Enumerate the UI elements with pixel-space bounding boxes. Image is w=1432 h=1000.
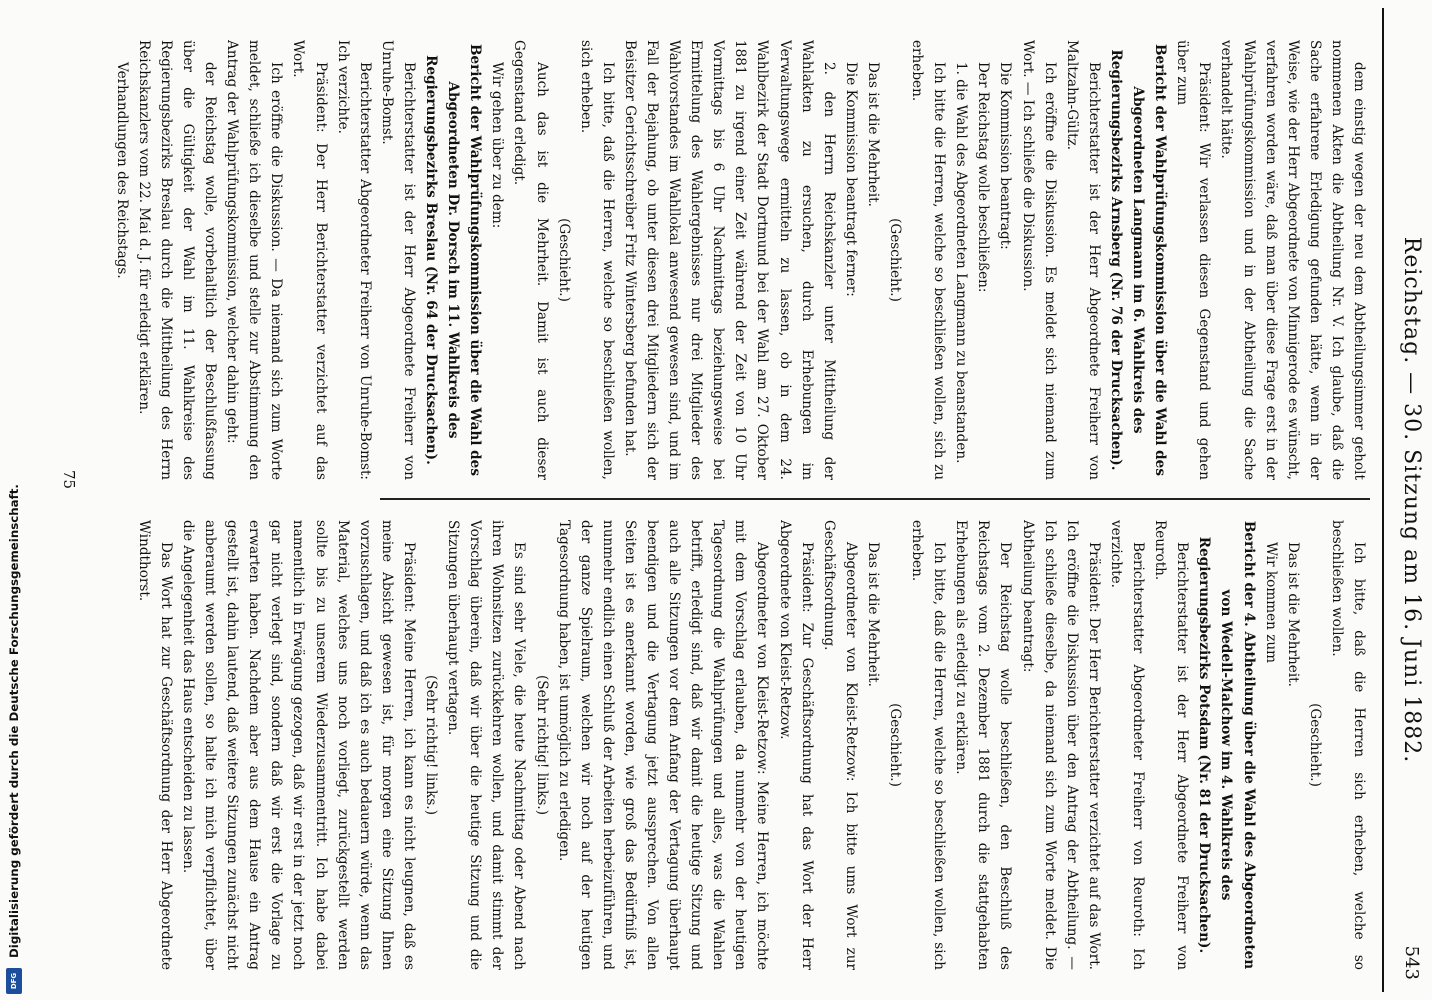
paragraph: 1. die Wahl des Abgeordneten Langmann zu beanstanden. [953,62,970,464]
paragraph: Ich bitte die Herren, welche so beschließen wollen, sich zu erheben. [909,40,948,480]
paragraph: Berichterstatter ist der Herr Abgeordnete Freiherr von Reuroth. [1152,520,1191,970]
paragraph: Präsident: Der Herr Berichterstatter verzichtet auf das Wort. [290,40,329,480]
signature-mark: 75 [60,470,78,490]
paragraph: Bericht der Wahlprüfungskommission über die Wahl des Abgeordneten Dr. Dorsch im 11. Wahlkreis des Regierungsbezirks Breslau (Nr. 64 der Drucksachen). [423,44,484,476]
paragraph: Es sind sehr Viele, die heute Nachmittag oder Abend nach ihren Wohnsitzen zurückkehren wollen, und damit stimmt der Vorschlag überein, daß wir über die heutige Sitzung und die Sitzungen überhaupt vertagen. [445,520,528,970]
paragraph: Das ist die Mehrheit. [864,542,881,687]
paragraph: Das ist die Mehrheit. [1284,542,1301,687]
paragraph: Präsident: Wir verlassen diesen Gegenstand und gehen über zum [1174,40,1213,480]
page-header [1372,0,1432,1000]
running-title: Reichstag. — 30. Sitzung am 16. Juni 1882. [1399,236,1424,764]
paragraph: Verhandlungen des Reichstags. [113,62,130,279]
paragraph: Das Wort hat zur Geschäftsordnung der Herr Abgeordnete Windthorst. [135,520,174,970]
paragraph: Abgeordneter von Kleist-Retzow: Meine Herren, ich möchte mit dem Vorschlag erlauben, da nunmehr von der heutigen Tagesordnung die Wahlprüfungen und alles, was die Wahlen betrifft, erledigt sind, daß wir damit die heutige Sitzung und auch alle Sitzungen vor dem Anfang der Vertagung überhaupt beendigen und die Vertagung jetzt aussprechen. Von allen Seiten ist es anerkannt worden, wie groß das Bedürfniß ist, nunmehr endlich einen Schluß der Arbeiten herbeizuführen, und der ganze Spielraum, welchen wir noch auf der heutigen Tagesordnung haben, ist unmöglich zu erledigen. [555,520,771,970]
paragraph: Bericht der Wahlprüfungskommission über die Wahl des Abgeordneten Langmann im 6. Wahlkreis des Regierungsbezirks Arnsberg (Nr. 76 der Drucksachen). [1107,44,1169,476]
paragraph: (Geschieht.) [1306,703,1323,787]
paragraph: (Sehr richtig! links.) [533,674,550,816]
paragraph: Präsident: Meine Herren, ich kann es nicht leugnen, daß es meine Absicht gewesen ist, für morgen eine Sitzung Ihnen vorzuschlagen, und daß ich es auch bedauern würde, wenn das Material, welches uns noch vorliegt, zurückgestellt werden sollte bis zu unserem Wiederzusammentritt. Ich habe dabei namentlich in Erwägung gezogen, daß wir erst in der jetzt noch gar nicht verlegt sind, sondern daß wir erst die Vorlage zu erwarten haben. Nachdem aber aus dem Hause ein Antrag gestellt ist, dahin lautend, daß weitere Sitzungen zunächst nicht anberaumt werden sollen, so halte ich mich verpflichtet, über die Angelegenheit das Haus entscheiden zu lassen. [180,520,417,970]
paragraph: 2. den Herrn Reichskanzler unter Mittheilung der Wahlakten zu ersuchen, durch Erhebungen im Verwaltungswege ermitteln zu lassen, ob in dem 24. Wahlbezirk der Stadt Dortmund bei der Wahl am 27. Oktober 1881 zu irgend einer Zeit während der Zeit von 10 Uhr Vormittags bis 6 Uhr Nachmittags beziehungsweise bei Ermittelung des Wahlergebnisses nur drei Mitglieder des Wahlvorstandes im Wahllokal anwesend gewesen sind, und im Fall der Bejahung, ob unter diesen drei Mitgliedern sich der Beisitzer Gerichtsschreiber Fritz Wintersberg befunden hat. [621,40,837,480]
paragraph: (Geschieht.) [555,218,572,302]
text-column-right [90,520,1370,970]
page-number: 543 [1401,945,1422,980]
paragraph: Wir kommen zum [1262,542,1279,664]
paragraph: Präsident: Der Herr Berichterstatter verzichtet auf das Wort. Ich eröffne die Diskussion über den Antrag der Abtheilung. — Ich schließe dieselbe, da niemand sich zum Worte meldet. Die Abtheilung beantragt: [1019,520,1102,970]
paragraph: (Geschieht.) [887,218,904,302]
paragraph: Präsident: Zur Geschäftsordnung hat das Wort der Herr Abgeordnete von Kleist-Retzow. [776,520,815,970]
column-divider [380,498,1370,500]
paragraph: Berichterstatter ist der Herr Abgeordnete Freiherr von Unruhe-Bomst. [378,40,417,480]
paragraph: Auch das ist die Mehrheit. Damit ist auch dieser Gegenstand erledigt. [511,40,550,480]
paragraph: (Sehr richtig! links.) [423,674,440,816]
paragraph: Abgeordneter von Kleist-Retzow: Ich bitte ums Wort zur Geschäftsordnung. [820,520,859,970]
paragraph: (Geschieht.) [887,703,904,787]
paragraph: der Reichstag wolle, vorbehaltlich der Beschlußfassung über die Gültigkeit der Wahl im 11. Wahlkreise des Regierungsbezirks Breslau durch die Mittheilung des Herrn Reichskanzlers vom 22. Mai d. J. für erledigt erklären. [135,40,219,480]
header-rule [1382,8,1384,992]
paragraph: Die Kommission beantragt ferner: [842,62,859,297]
paragraph: Ich eröffne die Diskussion. Es meldet sich niemand zum Wort. — Ich schließe die Diskussion. [1019,40,1058,480]
paragraph: Ich bitte, daß die Herren, welche so beschließen wollen, sich erheben. [909,520,948,970]
paragraph: Berichterstatter Abgeordneter Freiherr von Unruhe-Bomst: Ich verzichte. [334,40,373,480]
paragraph: Bericht der 4. Abtheilung über die Wahl des Abgeordneten von Wedell-Malchow im 4. Wahlkreis des Regierungsbezirks Potsdam (Nr. 81 der Drucksachen). [1196,520,1257,970]
paragraph: Ich bitte, daß die Herren, welche so beschließen wollen, sich erheben. [577,40,616,480]
paragraph: Wir gehen über zu dem: [489,62,506,229]
paragraph: Der Reichstag wolle beschließen, den Beschluß des Reichstags vom 2. Dezember 1881 durch die stattgehabten Erhebungen als erledigt zu erklären. [953,520,1014,970]
dfg-logo [6,968,22,994]
paragraph: dem einstig wegen der neu dem Abtheilungsimmer geholt nommenen Akten die Abtheilung Nr. V. Ich glaube, daß die Sache erfahrene Erledigung gefunden hätte, wenn in der Weise, wie der Herr Abgeordnete von Minnigerode es wünscht, verfahren worden wäre, daß man über diese Frage erst in der Wahlprüfungskommission und in der Abtheilung die Sache verhandelt hätte. [1218,40,1367,480]
paragraph: Ich eröffne die Diskussion. — Da niemand sich zum Worte meldet, schließe ich dieselbe und stelle zur Abstimmung den Antrag der Wahlprüfungskommission, welcher dahin geht: [224,40,285,480]
text-column-left [90,40,1370,480]
paragraph: Der Reichstag wolle beschließen: [975,62,992,293]
paragraph: Berichterstatter Abgeordneter Freiherr von Reuroth: Ich verzichte. [1107,520,1147,970]
dfg-logo-text: DFG [10,972,18,990]
digitization-credit [0,0,28,1000]
paragraph: Die Kommission beantragt: [997,62,1014,250]
credit-text: Digitalisierung gefördert durch die Deutsche Forschungsgemeinschaft. [7,484,21,958]
paragraph: Das ist die Mehrheit. [864,62,881,207]
paragraph: Ich bitte, daß die Herren sich erheben, welche so beschließen wollen. [1328,520,1367,970]
paragraph: Berichterstatter ist der Herr Abgeordnete Freiherr von Maltzahn-Gültz. [1063,40,1102,480]
